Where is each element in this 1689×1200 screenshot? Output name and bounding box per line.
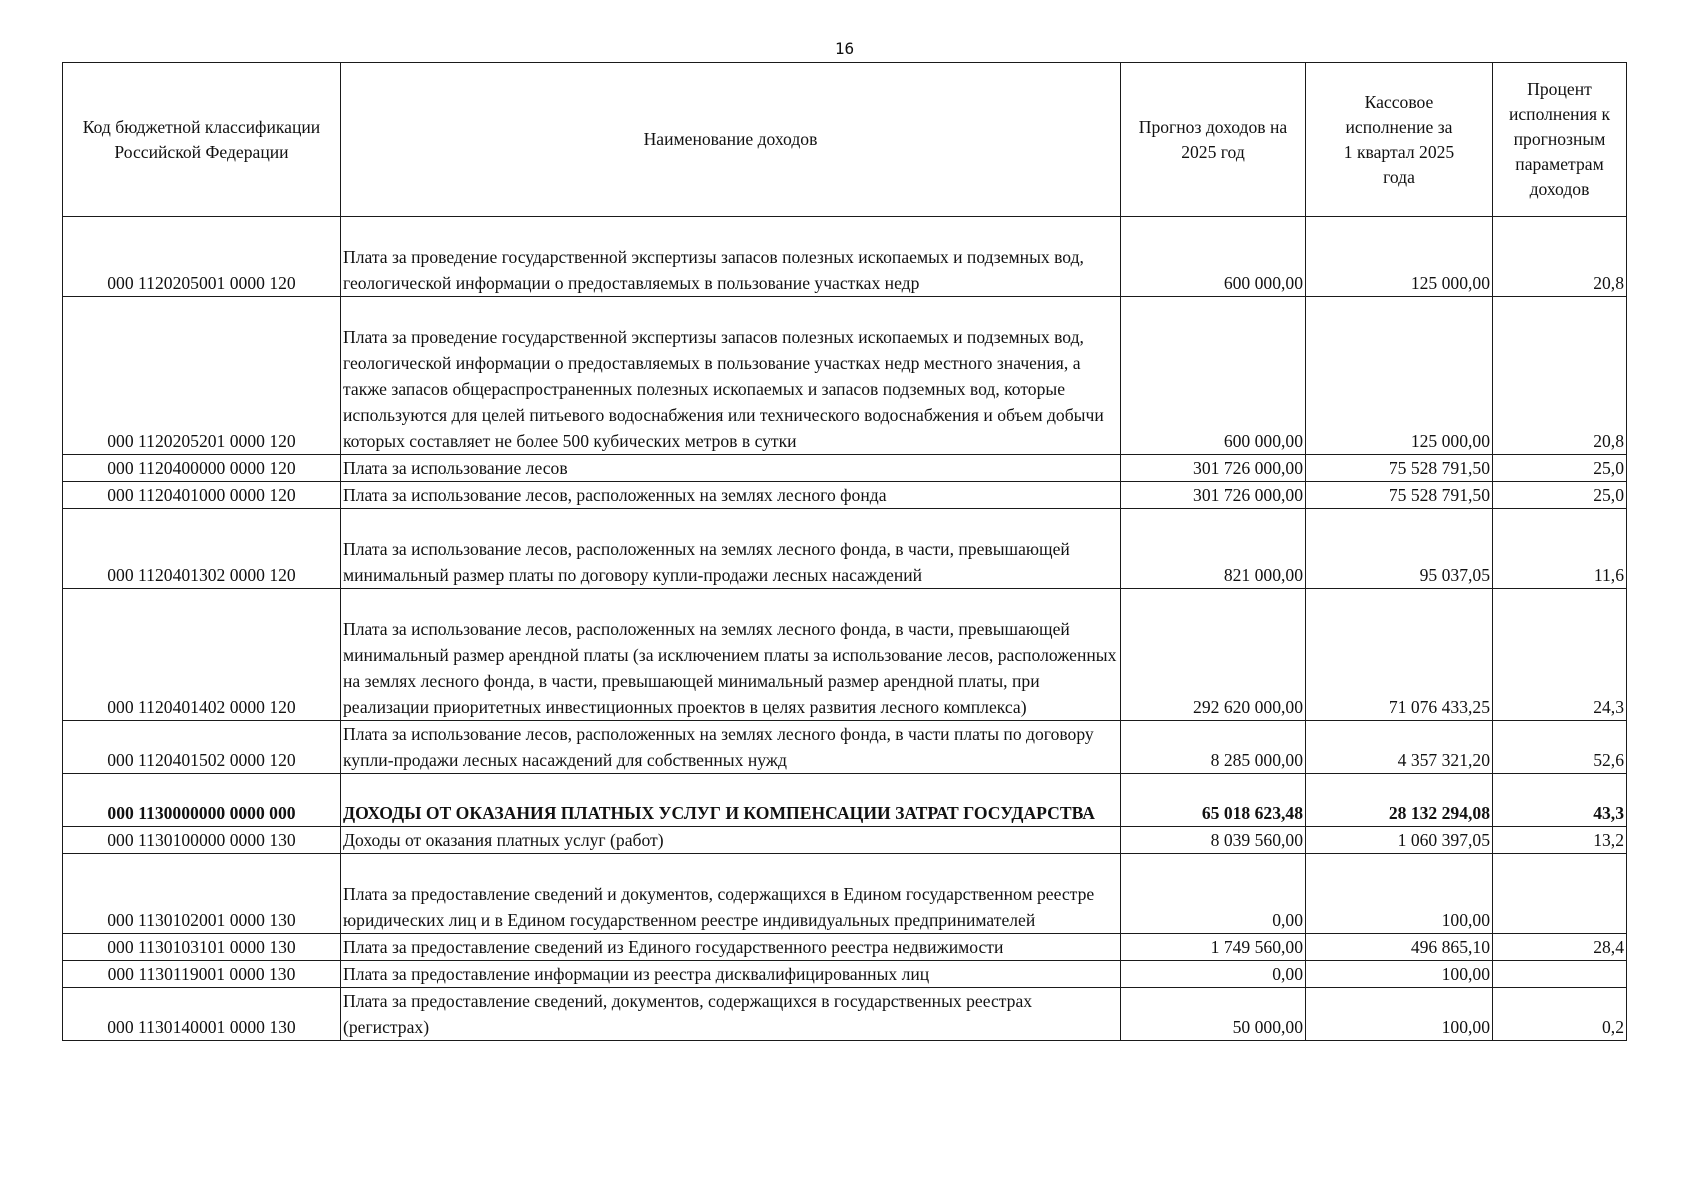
cell-execution: 1 060 397,05 [1306, 827, 1493, 854]
table-row [63, 854, 1627, 934]
cell-code: 000 1120400000 0000 120 [63, 455, 341, 482]
cell-execution: 496 865,10 [1306, 934, 1493, 961]
table-row [63, 774, 1627, 827]
cell-code: 000 1130102001 0000 130 [63, 854, 341, 934]
cell-code: 000 1120205201 0000 120 [63, 297, 341, 455]
cell-name: Плата за предоставление информации из реестра дисквалифицированных лиц [341, 961, 1121, 988]
header-name: Наименование доходов [341, 63, 1121, 217]
cell-name: Плата за использование лесов [341, 455, 1121, 482]
header-code: Код бюджетной классификации Российской Федерации [63, 63, 341, 217]
cell-code: 000 1130100000 0000 130 [63, 827, 341, 854]
cell-name: Плата за предоставление сведений из Единого государственного реестра недвижимости [341, 934, 1121, 961]
cell-code: 000 1120401402 0000 120 [63, 589, 341, 721]
cell-percent [1493, 961, 1627, 988]
cell-execution: 100,00 [1306, 854, 1493, 934]
cell-forecast: 600 000,00 [1121, 297, 1306, 455]
cell-code: 000 1130103101 0000 130 [63, 934, 341, 961]
cell-execution: 4 357 321,20 [1306, 721, 1493, 774]
cell-execution: 100,00 [1306, 988, 1493, 1041]
cell-execution: 125 000,00 [1306, 217, 1493, 297]
table-row [63, 217, 1627, 297]
cell-name: Плата за использование лесов, расположенных на землях лесного фонда, в части, превышающей минимальный размер арендной платы (за исключением платы за использование лесов, расположенных на землях лесного фонда, в части, превышающей минимальный размер арендной платы, при реализации приоритетных инвестиционных проектов в целях развития лесного комплекса) [341, 589, 1121, 721]
cell-execution: 75 528 791,50 [1306, 455, 1493, 482]
cell-percent: 11,6 [1493, 509, 1627, 589]
revenue-table [62, 62, 1627, 1041]
cell-code: 000 1120401502 0000 120 [63, 721, 341, 774]
cell-forecast: 821 000,00 [1121, 509, 1306, 589]
table-row [63, 455, 1627, 482]
cell-execution: 95 037,05 [1306, 509, 1493, 589]
cell-percent: 20,8 [1493, 297, 1627, 455]
cell-forecast: 1 749 560,00 [1121, 934, 1306, 961]
header-row [63, 63, 1627, 217]
cell-forecast: 65 018 623,48 [1121, 774, 1306, 827]
cell-execution: 28 132 294,08 [1306, 774, 1493, 827]
cell-name: Плата за проведение государственной экспертизы запасов полезных ископаемых и подземных вод, геологической информации о предоставляемых в пользование участках недр [341, 217, 1121, 297]
table-body [63, 217, 1627, 1041]
cell-code: 000 1130000000 0000 000 [63, 774, 341, 827]
cell-code: 000 1120205001 0000 120 [63, 217, 341, 297]
cell-execution: 71 076 433,25 [1306, 589, 1493, 721]
cell-percent: 20,8 [1493, 217, 1627, 297]
cell-percent: 43,3 [1493, 774, 1627, 827]
cell-forecast: 301 726 000,00 [1121, 455, 1306, 482]
table-header [63, 63, 1627, 217]
cell-forecast: 8 285 000,00 [1121, 721, 1306, 774]
table-row [63, 934, 1627, 961]
cell-forecast: 0,00 [1121, 854, 1306, 934]
cell-code: 000 1120401000 0000 120 [63, 482, 341, 509]
cell-forecast: 600 000,00 [1121, 217, 1306, 297]
cell-execution: 100,00 [1306, 961, 1493, 988]
cell-forecast: 50 000,00 [1121, 988, 1306, 1041]
table-row [63, 509, 1627, 589]
cell-name: Плата за проведение государственной экспертизы запасов полезных ископаемых и подземных вод, геологической информации о предоставляемых в пользование участках недр местного значения, а также запасов общераспространенных полезных ископаемых и запасов подземных вод, которые используются для целей питьевого водоснабжения или технического водоснабжения и объем добычи которых составляет не более 500 кубических метров в сутки [341, 297, 1121, 455]
cell-percent: 25,0 [1493, 482, 1627, 509]
cell-execution: 125 000,00 [1306, 297, 1493, 455]
table-row [63, 482, 1627, 509]
page-number: 16 [834, 39, 855, 58]
cell-code: 000 1130119001 0000 130 [63, 961, 341, 988]
header-percent: Процент исполнения к прогнозным параметрам доходов [1493, 63, 1627, 217]
cell-code: 000 1120401302 0000 120 [63, 509, 341, 589]
cell-percent: 0,2 [1493, 988, 1627, 1041]
cell-execution: 75 528 791,50 [1306, 482, 1493, 509]
cell-name: Плата за использование лесов, расположенных на землях лесного фонда, в части, превышающей минимальный размер платы по договору купли-продажи лесных насаждений [341, 509, 1121, 589]
header-forecast: Прогноз доходов на 2025 год [1121, 63, 1306, 217]
cell-code: 000 1130140001 0000 130 [63, 988, 341, 1041]
cell-percent: 28,4 [1493, 934, 1627, 961]
table-row [63, 961, 1627, 988]
cell-name: Доходы от оказания платных услуг (работ) [341, 827, 1121, 854]
cell-percent: 52,6 [1493, 721, 1627, 774]
cell-percent: 13,2 [1493, 827, 1627, 854]
table-row [63, 827, 1627, 854]
cell-name: Плата за предоставление сведений, документов, содержащихся в государственных реестрах (регистрах) [341, 988, 1121, 1041]
table-row [63, 721, 1627, 774]
cell-name: ДОХОДЫ ОТ ОКАЗАНИЯ ПЛАТНЫХ УСЛУГ И КОМПЕНСАЦИИ ЗАТРАТ ГОСУДАРСТВА [341, 774, 1121, 827]
cell-forecast: 301 726 000,00 [1121, 482, 1306, 509]
table-row [63, 589, 1627, 721]
table-row [63, 297, 1627, 455]
cell-name: Плата за использование лесов, расположенных на землях лесного фонда [341, 482, 1121, 509]
header-execution: Кассовое исполнение за 1 квартал 2025 года [1306, 63, 1493, 217]
cell-forecast: 0,00 [1121, 961, 1306, 988]
cell-name: Плата за использование лесов, расположенных на землях лесного фонда, в части платы по договору купли-продажи лесных насаждений для собственных нужд [341, 721, 1121, 774]
cell-percent: 25,0 [1493, 455, 1627, 482]
cell-percent: 24,3 [1493, 589, 1627, 721]
cell-percent [1493, 854, 1627, 934]
cell-forecast: 292 620 000,00 [1121, 589, 1306, 721]
table-row [63, 988, 1627, 1041]
cell-forecast: 8 039 560,00 [1121, 827, 1306, 854]
cell-name: Плата за предоставление сведений и документов, содержащихся в Едином государственном реестре юридических лиц и в Едином государственном реестре индивидуальных предпринимателей [341, 854, 1121, 934]
